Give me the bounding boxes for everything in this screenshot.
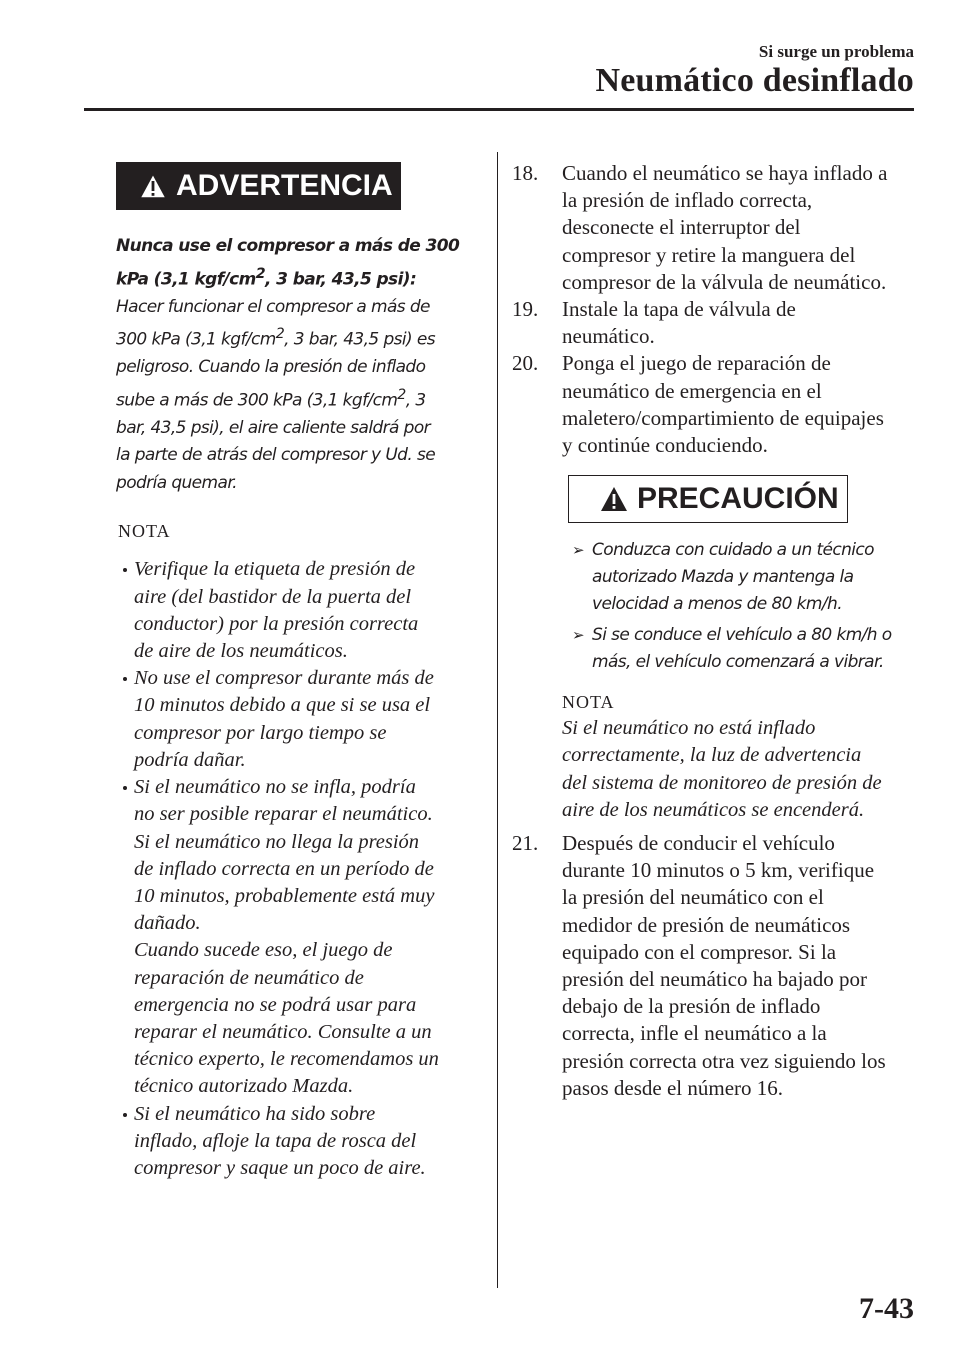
caution-block — [568, 475, 922, 676]
left-column — [116, 162, 476, 1182]
arrow-right-icon: ➢ — [572, 626, 584, 645]
list-item: Verifique la etiqueta de presión de aire (del bastidor de la puerta del conductor) por la presión correcta de aire de los neumáticos. — [116, 556, 476, 665]
caution-banner — [568, 475, 848, 523]
list-item: Si el neumático no se infla, podría no ser posible reparar el neumático. Si el neumático no llega la presión de inflado correcta en un período de 10 minutos, probablemente está muy dañado. Cuando sucede eso, el juego de reparación de neumático de emergencia no se podrá usar para reparar el neumático. Consulte a un técnico experto, le recomendamos un técnico autorizado Mazda. — [116, 774, 476, 1100]
note-body: Si el neumático no está inflado correctamente, la luz de advertencia del sistema de monitoreo de presión de aire de los neumáticos se encenderá. — [562, 717, 882, 821]
step-item: 21. Después de conducir el vehículo durante 10 minutos o 5 km, verifique la presión del neumático con el medidor de presión de neumáticos equipado con el compresor. Si la presión del neumático ha bajado por debajo de la presión de inflado correcta, infle el neumático a la presión correcta otra vez siguiendo los pasos desde el número 16. — [512, 831, 886, 1100]
steps-list — [512, 160, 922, 459]
step-item: 20. Ponga el juego de reparación de neumático de emergencia en el maletero/compartimiento de equipajes y continúe conduciendo. — [512, 351, 884, 458]
warning-text — [116, 233, 476, 497]
header-rule — [84, 108, 914, 111]
warning-triangle-icon — [599, 485, 629, 513]
caution-label: PRECAUCIÓN — [637, 482, 839, 516]
column-divider — [497, 152, 498, 1288]
warning-triangle-icon — [138, 172, 168, 200]
list-item: No use el compresor durante más de 10 minutos debido a que si se usa el compresor por largo tiempo se podría dañar. — [116, 665, 476, 774]
step-item: 19. Instale la tapa de válvula de neumático. — [512, 297, 796, 349]
bullet-icon — [123, 786, 127, 790]
header-section: Si surge un problema — [758, 42, 914, 61]
note-block — [562, 692, 922, 824]
list-item: ➢ Conduzca con cuidado a un técnico autorizado Mazda y mantenga la velocidad a menos de 80 km/h. — [568, 537, 922, 618]
warning-label: ADVERTENCIA — [176, 169, 393, 202]
note-label: NOTA — [562, 692, 615, 713]
page-title: Neumático desinflado — [595, 62, 914, 99]
warning-body: Hacer funcionar el compresor a más de 300 kPa (3,1 kgf/$cm^2$, 3 bar, 43,5 psi) es peligroso. Cuando la presión de inflado sube a más de 300 kPa (3,1 kgf/$cm^2$, 3 bar, 43,5 psi), el aire caliente saldrá por la parte de atrás del compresor y Ud. se podría quemar. — [116, 296, 436, 493]
caution-list — [568, 537, 922, 676]
list-item: ➢ Si se conduce el vehículo a 80 km/h o más, el vehículo comenzará a vibrar. — [568, 622, 922, 676]
note-list — [116, 556, 476, 1182]
warning-banner — [116, 162, 401, 210]
steps-list — [512, 830, 922, 1102]
note-label: NOTA — [118, 521, 171, 542]
step-item: 18. Cuando el neumático se haya inflado a la presión de inflado correcta, desconecte el interruptor del compresor y retire la manguera del compresor de la válvula de neumático. — [512, 161, 888, 294]
bullet-icon — [123, 1113, 127, 1117]
warning-heading: Nunca use el compresor a más de 300 kPa (3,1 kgf/$cm^2$, 3 bar, 43,5 psi): — [116, 236, 460, 290]
page-number: 7-43 — [859, 1292, 914, 1325]
arrow-right-icon: ➢ — [572, 541, 584, 560]
bullet-icon — [123, 677, 127, 681]
list-item: Si el neumático ha sido sobre inflado, afloje la tapa de rosca del compresor y saque un poco de aire. — [116, 1101, 476, 1183]
bullet-icon — [123, 568, 127, 572]
right-column — [512, 160, 922, 1102]
